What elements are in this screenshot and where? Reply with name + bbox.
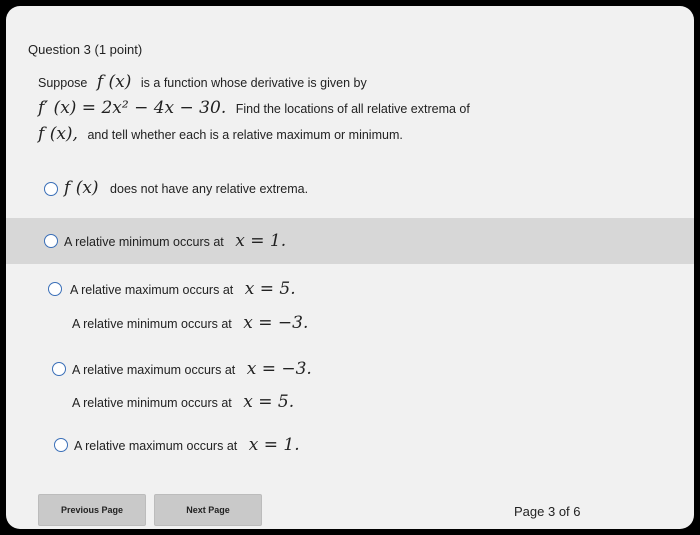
stem-fx-2: f (x),: [38, 124, 78, 144]
previous-page-button[interactable]: Previous Page: [38, 494, 146, 526]
option-a-text: does not have any relative extrema.: [110, 182, 309, 196]
radio-button[interactable]: [48, 282, 62, 296]
option-c-line1-text: A relative maximum occurs at: [70, 283, 234, 297]
option-d-line2-text: A relative minimum occurs at: [72, 396, 232, 410]
option-d-line1-text: A relative maximum occurs at: [72, 363, 236, 377]
stem-find: Find the locations of all relative extrema of: [235, 102, 470, 116]
option-b-math: x = 1.: [235, 231, 287, 251]
radio-button[interactable]: [44, 234, 58, 248]
option-c[interactable]: [6, 272, 694, 338]
option-a-fx: f (x): [64, 178, 99, 198]
option-d-line2-math: x = 5.: [243, 392, 295, 412]
quiz-page: [6, 6, 694, 529]
stem-fx: f (x): [96, 72, 132, 92]
option-c-line2-math: x = −3.: [243, 313, 309, 333]
radio-button[interactable]: [52, 362, 66, 376]
option-d-line1-math: x = −3.: [246, 359, 312, 379]
option-d[interactable]: [6, 352, 694, 418]
option-e-math: x = 1.: [248, 435, 300, 455]
option-e[interactable]: [6, 430, 694, 462]
question-title: Question 3 (1 point): [28, 42, 143, 57]
page-indicator: Page 3 of 6: [514, 504, 581, 519]
option-b[interactable]: [6, 218, 694, 264]
radio-button[interactable]: [54, 438, 68, 452]
option-e-text: A relative maximum occurs at: [74, 439, 238, 453]
stem-derivative: f′ (x) = 2x² − 4x − 30.: [38, 98, 227, 118]
next-page-button[interactable]: Next Page: [154, 494, 262, 526]
radio-button[interactable]: [44, 182, 58, 196]
stem-is-function: is a function whose derivative is given by: [140, 76, 367, 90]
question-stem: [38, 72, 598, 150]
option-c-line2-text: A relative minimum occurs at: [72, 317, 232, 331]
stem-suppose: Suppose: [38, 76, 88, 90]
stem-tell: and tell whether each is a relative maximum or minimum.: [87, 128, 403, 142]
option-c-line1-math: x = 5.: [244, 279, 296, 299]
option-a[interactable]: [6, 172, 694, 206]
option-b-text: A relative minimum occurs at: [64, 235, 224, 249]
